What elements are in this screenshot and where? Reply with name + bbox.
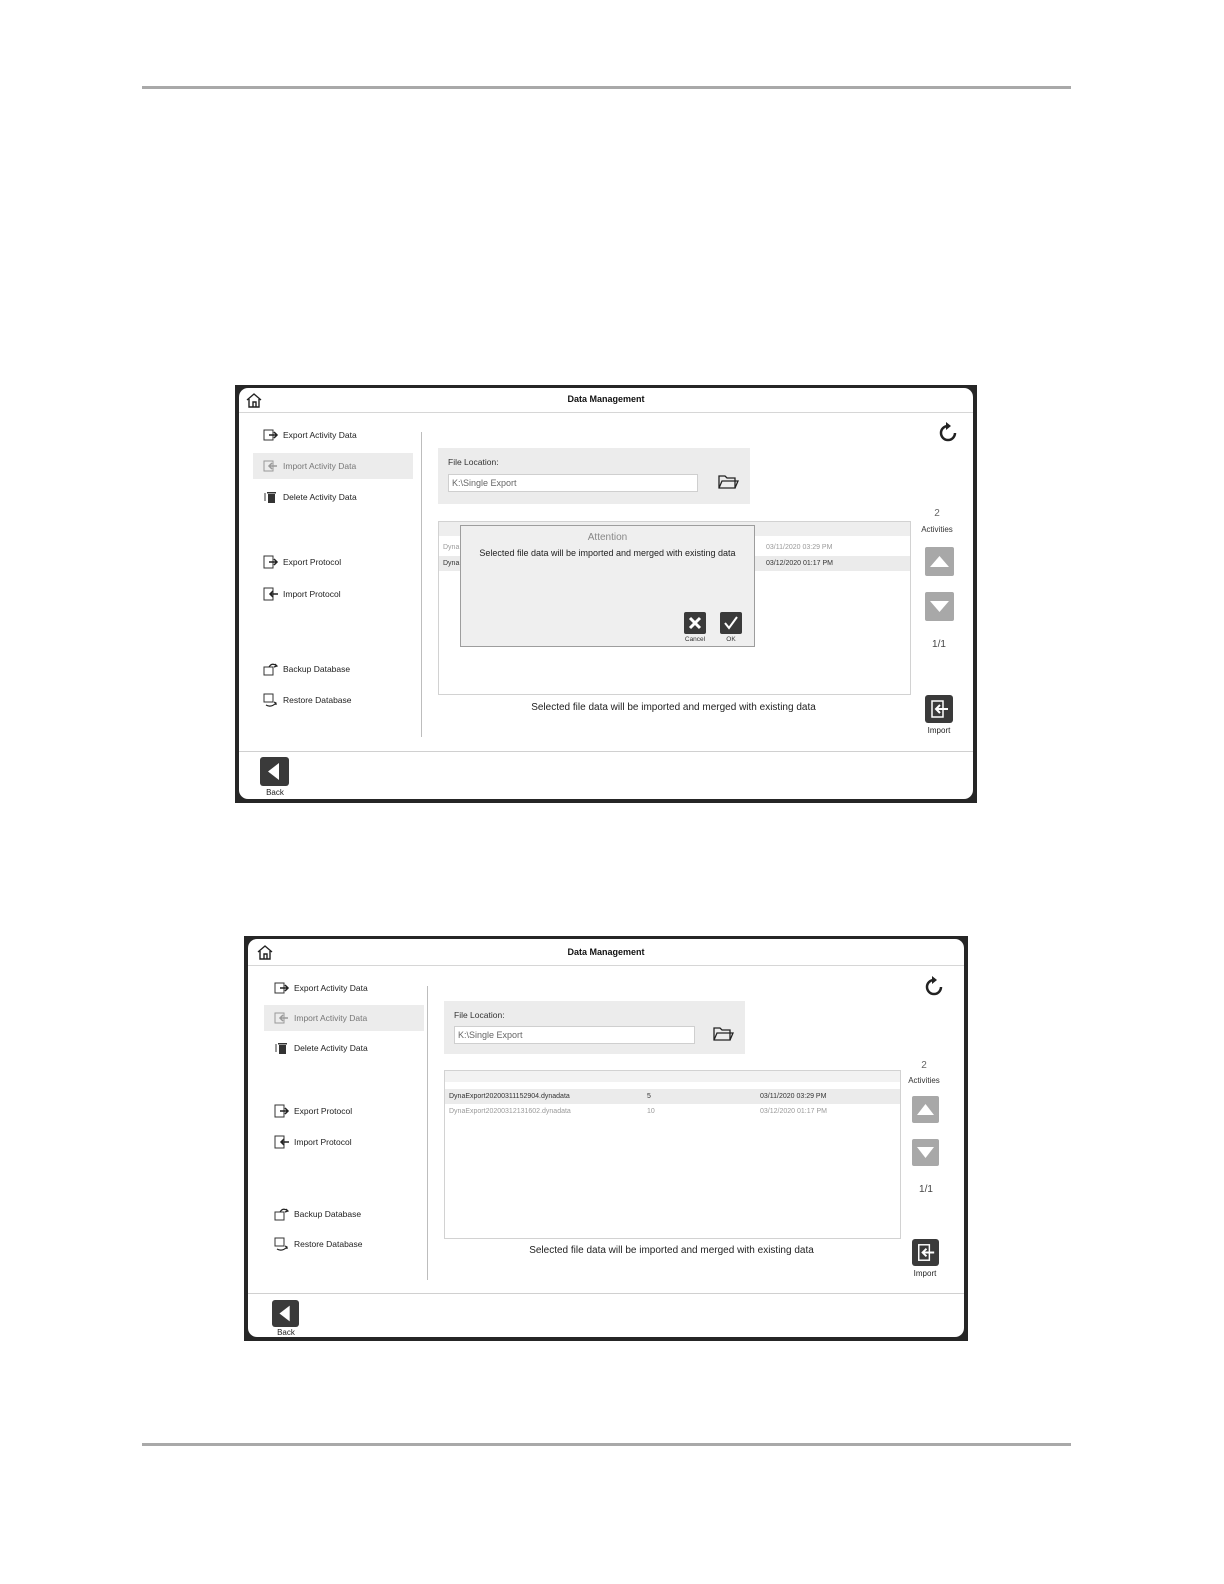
page-title: Data Management [567, 394, 645, 404]
scroll-up-button[interactable] [912, 1096, 939, 1123]
nav-import-activity-data[interactable] [264, 1005, 424, 1031]
nav-delete-activity-data[interactable] [264, 1035, 424, 1061]
title-bar [239, 388, 973, 413]
activity-count-label: Activities [921, 525, 953, 534]
nav-import-activity-data[interactable] [253, 453, 413, 479]
count-cell: 5 [647, 1093, 651, 1100]
file-location-label: File Location: [448, 457, 499, 467]
arrow-up-icon [925, 547, 954, 576]
ok-button[interactable] [720, 612, 742, 634]
back-button-label: Back [277, 1328, 295, 1337]
nav-label: Backup Database [294, 1209, 362, 1219]
nav-label: Export Protocol [283, 557, 342, 567]
file-location-panel [438, 448, 750, 504]
dialog-title: Attention [587, 532, 628, 543]
import-hint-text: Selected file data will be imported and merged with existing data [531, 702, 816, 713]
file-name-cell: Dyna [443, 560, 460, 567]
trash-icon [274, 1041, 290, 1055]
table-row[interactable] [445, 1089, 900, 1104]
import-icon [263, 459, 279, 473]
import-protocol-icon [274, 1135, 290, 1149]
back-button[interactable] [272, 1300, 299, 1327]
import-hint-text: Selected file data will be imported and merged with existing data [529, 1245, 814, 1256]
app-screen [248, 939, 964, 1337]
import-protocol-icon [263, 587, 279, 601]
table-row[interactable] [445, 1104, 900, 1119]
page-indicator: 1/1 [919, 1184, 933, 1195]
import-icon [925, 695, 953, 723]
export-protocol-icon [274, 1104, 290, 1118]
scroll-down-button[interactable] [925, 592, 954, 621]
nav-delete-activity-data[interactable] [253, 484, 413, 510]
page-indicator: 1/1 [932, 639, 946, 650]
backup-icon [263, 662, 279, 676]
file-location-input[interactable]: K:\Single Export [454, 1026, 695, 1044]
dialog-message: Selected file data will be imported and merged with existing data [479, 548, 736, 558]
date-cell: 03/12/2020 01:17 PM [766, 560, 833, 567]
refresh-icon[interactable] [936, 421, 960, 445]
back-button[interactable] [260, 757, 289, 786]
activity-count-label: Activities [908, 1076, 940, 1085]
arrow-up-icon [912, 1096, 939, 1123]
date-cell: 03/12/2020 01:17 PM [760, 1108, 827, 1115]
file-location-panel [444, 1001, 745, 1054]
check-icon [720, 612, 742, 634]
nav-label: Import Activity Data [294, 1013, 368, 1023]
activity-table [444, 1070, 901, 1239]
nav-label: Delete Activity Data [294, 1043, 368, 1053]
nav-restore-database[interactable] [253, 687, 413, 713]
file-location-input[interactable]: K:\Single Export [448, 474, 698, 492]
cancel-button[interactable] [684, 612, 706, 634]
app-screen [239, 388, 973, 799]
nav-label: Restore Database [283, 695, 352, 705]
file-name-cell: DynaExport20200311152904.dynadata [449, 1093, 570, 1100]
trash-icon [263, 490, 279, 504]
back-arrow-icon [260, 757, 289, 786]
folder-icon[interactable] [712, 1025, 734, 1043]
nav-import-protocol[interactable] [264, 1129, 424, 1155]
cancel-label: Cancel [684, 636, 706, 643]
footer-divider [239, 751, 973, 752]
attention-dialog [460, 525, 755, 647]
back-arrow-icon [272, 1300, 299, 1327]
nav-import-protocol[interactable] [253, 581, 413, 607]
nav-backup-database[interactable] [253, 656, 413, 682]
nav-label: Import Activity Data [283, 461, 357, 471]
count-cell: 10 [647, 1108, 655, 1115]
nav-label: Import Protocol [294, 1137, 352, 1147]
date-cell: 03/11/2020 03:29 PM [766, 544, 833, 551]
backup-icon [274, 1207, 290, 1221]
import-button-label: Import [913, 1269, 937, 1278]
restore-icon [263, 693, 279, 707]
file-name-cell: DynaExport20200312131602.dynadata [449, 1108, 571, 1115]
footer-divider [248, 1293, 964, 1294]
folder-icon[interactable] [717, 473, 739, 491]
export-icon [274, 981, 290, 995]
sidebar-divider [427, 986, 428, 1280]
screenshot-file-list [244, 936, 968, 1341]
activity-count: 2 [921, 1060, 927, 1071]
screenshot-import-confirm [235, 385, 977, 803]
nav-export-protocol[interactable] [253, 549, 413, 575]
nav-label: Import Protocol [283, 589, 341, 599]
sidebar-divider [421, 432, 422, 737]
ok-label: OK [726, 636, 736, 643]
arrow-down-icon [925, 592, 954, 621]
import-icon [912, 1239, 939, 1266]
nav-label: Backup Database [283, 664, 351, 674]
arrow-down-icon [912, 1139, 939, 1166]
nav-label: Export Protocol [294, 1106, 353, 1116]
nav-label: Export Activity Data [283, 430, 357, 440]
scroll-up-button[interactable] [925, 547, 954, 576]
import-button[interactable] [912, 1239, 939, 1266]
refresh-icon[interactable] [922, 975, 946, 999]
nav-label: Export Activity Data [294, 983, 368, 993]
import-button[interactable] [925, 695, 953, 723]
page-title: Data Management [567, 947, 645, 957]
file-name-cell: Dyna [443, 544, 460, 551]
title-bar [248, 939, 964, 966]
close-icon [684, 612, 706, 634]
import-button-label: Import [927, 726, 951, 735]
nav-label: Restore Database [294, 1239, 363, 1249]
export-protocol-icon [263, 555, 279, 569]
back-button-label: Back [266, 788, 284, 797]
footer-rule [142, 1443, 1071, 1446]
import-icon [274, 1011, 290, 1025]
nav-restore-database[interactable] [264, 1231, 424, 1257]
nav-label: Delete Activity Data [283, 492, 357, 502]
export-icon [263, 428, 279, 442]
header-rule [142, 86, 1071, 89]
restore-icon [274, 1237, 290, 1251]
file-location-label: File Location: [454, 1010, 505, 1020]
activity-count: 2 [934, 508, 940, 519]
nav-export-activity-data[interactable] [253, 422, 413, 448]
table-header [445, 1071, 900, 1082]
nav-backup-database[interactable] [264, 1201, 424, 1227]
scroll-down-button[interactable] [912, 1139, 939, 1166]
nav-export-activity-data[interactable] [264, 975, 424, 1001]
date-cell: 03/11/2020 03:29 PM [760, 1093, 827, 1100]
nav-export-protocol[interactable] [264, 1098, 424, 1124]
